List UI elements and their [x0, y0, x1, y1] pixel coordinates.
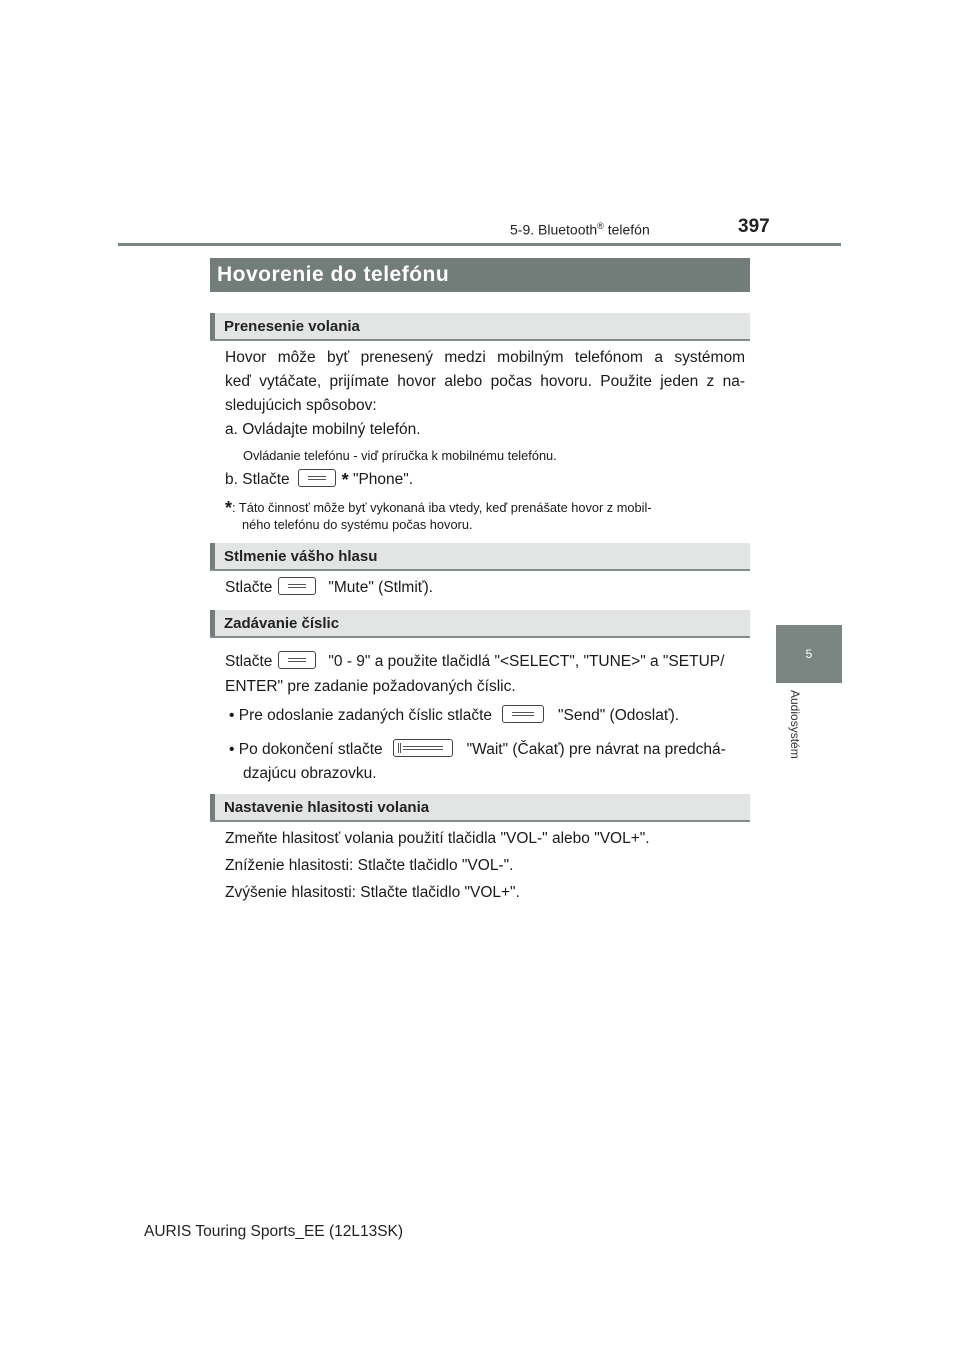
- mute-instruction: [225, 578, 433, 598]
- main-title: Hovorenie do telefónu: [210, 258, 750, 292]
- footnote-line-2: ného telefónu do systému počas hovoru.: [242, 517, 473, 532]
- transfer-line-2: keď vytáčate, prijímate hovor alebo počas hovoru. Použite jeden z na-: [225, 373, 745, 390]
- phone-button-icon: [298, 469, 336, 487]
- footnote-line-1: : Táto činnosť môže byť vykonaná iba vtedy, keď prenášate hovor z mobil-: [232, 500, 652, 515]
- digits-bullet-2-line-2: dzajúcu obrazovku.: [243, 765, 377, 782]
- transfer-line-3: sledujúcich spôsobov:: [225, 397, 377, 414]
- bullet2-post: "Wait" (Čakať) pre návrat na predchá-: [466, 741, 726, 758]
- section-header: [510, 221, 650, 238]
- option-b-pre: b. Stlačte: [225, 471, 290, 488]
- option-a: a. Ovládajte mobilný telefón.: [225, 421, 421, 438]
- footer-model: AURIS Touring Sports_EE (12L13SK): [144, 1223, 404, 1240]
- digits-button-icon: [278, 651, 316, 669]
- asterisk: *: [341, 470, 349, 490]
- volume-line-1: Zmeňte hlasitosť volania použití tlačidla "VOL-" alebo "VOL+".: [225, 830, 650, 847]
- mute-button-icon: [278, 577, 316, 595]
- section-heading-text: Nastavenie hlasitosti volania: [224, 799, 430, 816]
- transfer-line-1: Hovor môže byť prenesený medzi mobilným telefónom a systémom: [225, 349, 745, 366]
- digits-bullet-1: [229, 706, 679, 726]
- registered-mark: ®: [597, 221, 604, 231]
- footnote-mark: *: [225, 498, 233, 518]
- bullet1-post: "Send" (Odoslať).: [558, 707, 680, 724]
- section-suffix: telefón: [603, 221, 650, 238]
- section-heading-text: Stlmenie vášho hlasu: [224, 548, 378, 565]
- section-heading-text: Prenesenie volania: [224, 318, 360, 335]
- section-heading-mute: [210, 543, 750, 571]
- section-heading-transfer: [210, 313, 750, 341]
- digits-line-2: ENTER" pre zadanie požadovaných číslic.: [225, 678, 516, 695]
- bullet2-pre: • Po dokončení stlačte: [229, 741, 383, 758]
- digits-pre: Stlačte: [225, 653, 273, 670]
- section-prefix: 5-9. Bluetooth: [510, 221, 598, 238]
- wait-button-icon: [393, 739, 453, 757]
- send-button-icon: [502, 705, 544, 723]
- volume-line-2: Zníženie hlasitosti: Stlačte tlačidlo "VOL-".: [225, 857, 514, 874]
- mute-post: "Mute" (Stlmiť).: [328, 579, 434, 596]
- option-b-post: "Phone".: [348, 471, 414, 488]
- volume-line-3: Zvýšenie hlasitosti: Stlačte tlačidlo "VOL+".: [225, 884, 520, 901]
- option-b: [225, 468, 413, 490]
- digits-line-1: [225, 652, 724, 672]
- header-divider: [118, 243, 841, 246]
- chapter-label: [786, 690, 806, 800]
- bullet1-pre: • Pre odoslanie zadaných číslic stlačte: [229, 707, 493, 724]
- section-heading-volume: [210, 794, 750, 822]
- mute-pre: Stlačte: [225, 579, 273, 596]
- digits-bullet-2: [229, 740, 726, 760]
- digits-post: "0 - 9" a použite tlačidlá "<SELECT", "TUNE>" a "SETUP/: [328, 653, 725, 670]
- chapter-number: 5: [805, 647, 813, 661]
- section-heading-text: Zadávanie číslic: [224, 615, 340, 632]
- chapter-label-text: Audiosystém: [788, 690, 802, 759]
- option-a-note: Ovládanie telefónu - viď príručka k mobilnému telefónu.: [243, 448, 557, 463]
- page-number: 397: [738, 216, 770, 237]
- section-heading-digits: [210, 610, 750, 638]
- chapter-tab: [776, 625, 842, 683]
